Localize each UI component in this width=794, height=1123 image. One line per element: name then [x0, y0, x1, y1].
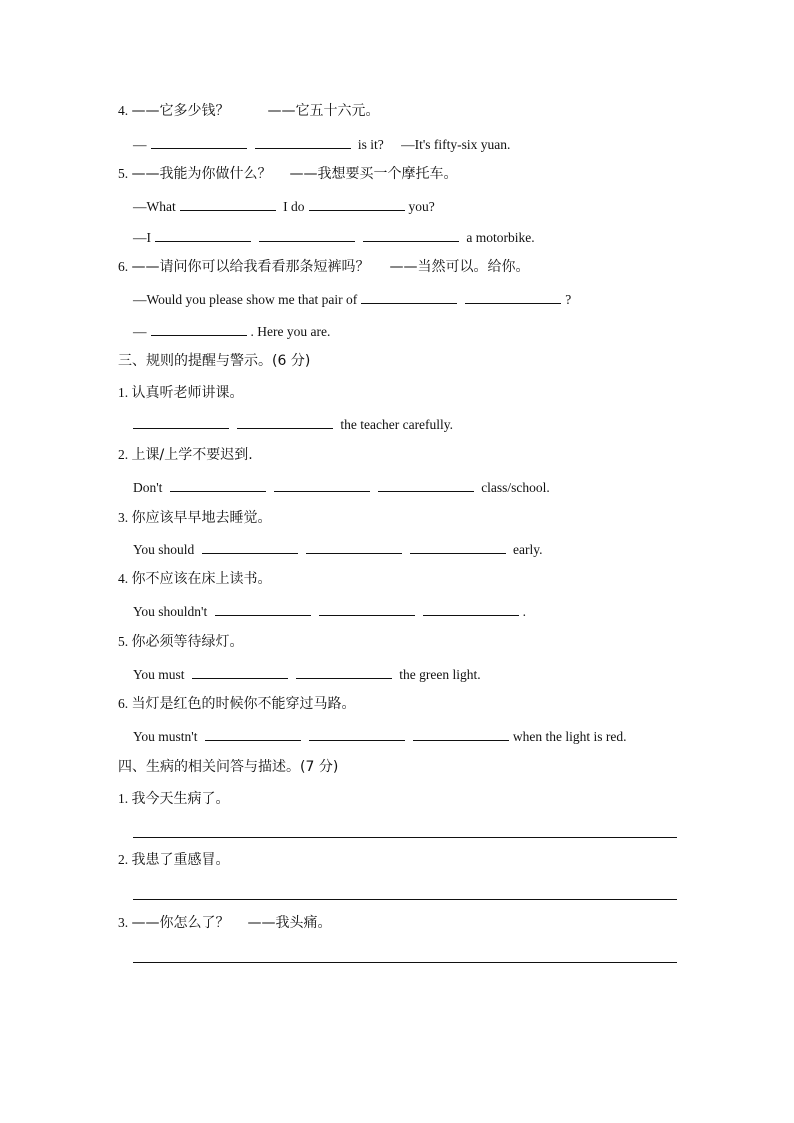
q5-zh-answer: ——我想要买一个摩托车。 [289, 166, 458, 182]
q4-en-answer: —It's fifty-six yuan. [401, 137, 511, 152]
q5-l1-end: you? [408, 199, 435, 214]
p3-item5-en-line [133, 664, 481, 684]
q5-chinese-line [118, 164, 458, 184]
p3-item2-number: 2. [118, 447, 129, 462]
p3-item3-blank-3[interactable] [410, 539, 506, 554]
p4-item1-number: 1. [118, 791, 129, 806]
q5-blank-2[interactable] [309, 196, 405, 211]
p3-item4-blank-2[interactable] [319, 601, 415, 616]
p3-item3-blank-2[interactable] [306, 539, 402, 554]
p3-item4-blank-1[interactable] [215, 601, 311, 616]
p3-item6-blank-1[interactable] [205, 726, 301, 741]
p3-item3-start: You should [133, 542, 195, 557]
p4-item3-zh-answer: ——我头痛。 [247, 915, 332, 931]
p4-item3-number: 3. [118, 915, 129, 930]
p4-item2-number: 2. [118, 852, 129, 867]
p4-item1-line [118, 789, 230, 809]
q6-l1-start: —Would you please show me that pair of [133, 292, 358, 307]
q4-blank-2[interactable] [255, 134, 351, 149]
p3-item3-number: 3. [118, 510, 129, 525]
q5-blank-1[interactable] [180, 196, 276, 211]
q5-l1-mid: I do [283, 199, 305, 214]
q6-number: 6. [118, 259, 129, 274]
p3-item2-zh: 上课/上学不要迟到. [131, 447, 253, 463]
q4-zh-answer: ——它五十六元。 [267, 103, 380, 119]
q6-english-line-1 [133, 289, 571, 309]
p3-item2-en-line [133, 477, 550, 497]
p4-item2-line [118, 850, 230, 870]
p3-item1-blank-2[interactable] [237, 414, 333, 429]
p3-item1-blank-1[interactable] [133, 414, 229, 429]
q6-l1-end: ? [565, 292, 572, 307]
p3-item3-zh-line [118, 508, 272, 528]
q5-l2-end: a motorbike. [466, 230, 535, 245]
q5-english-line-1 [133, 196, 435, 216]
q5-number: 5. [118, 166, 129, 181]
p3-item3-en-line [133, 539, 543, 559]
p3-item1-number: 1. [118, 385, 129, 400]
p3-item1-en-line [133, 414, 453, 434]
q4-number: 4. [118, 103, 129, 118]
p3-item5-start: You must [133, 667, 185, 682]
p3-item6-start: You mustn't [133, 729, 198, 744]
p4-item1-answer-line[interactable] [133, 837, 677, 838]
q6-zh-answer: ——当然可以。给你。 [389, 259, 530, 275]
p3-item2-blank-3[interactable] [378, 477, 474, 492]
q6-l2-start: — [133, 324, 147, 339]
p3-item5-zh-line [118, 632, 244, 652]
p3-item2-start: Don't [133, 480, 163, 495]
q6-chinese-line [118, 257, 530, 277]
p4-item1-zh: 我今天生病了。 [131, 791, 230, 807]
p4-item2-zh: 我患了重感冒。 [131, 852, 230, 868]
part4-heading: 四、生病的相关问答与描述。(7 分) [118, 759, 339, 775]
q6-l2-end: . Here you are. [250, 324, 331, 339]
q5-zh-question: ——我能为你做什么？ [131, 166, 272, 182]
p3-item4-blank-3[interactable] [423, 601, 519, 616]
q5-blank-4[interactable] [259, 227, 355, 242]
q6-blank-2[interactable] [465, 289, 561, 304]
p3-item3-end: early. [513, 542, 543, 557]
p3-item2-blank-2[interactable] [274, 477, 370, 492]
p3-item5-blank-2[interactable] [296, 664, 392, 679]
p3-item6-en-line [133, 726, 626, 746]
p4-item2-answer-line[interactable] [133, 899, 677, 900]
q6-blank-3[interactable] [151, 321, 247, 336]
p3-item6-blank-2[interactable] [309, 726, 405, 741]
p3-item6-number: 6. [118, 696, 129, 711]
q5-l1-start: —What [133, 199, 176, 214]
p3-item4-number: 4. [118, 571, 129, 586]
p3-item1-end: the teacher carefully. [340, 417, 454, 432]
p3-item3-blank-1[interactable] [202, 539, 298, 554]
p3-item4-end: . [522, 604, 526, 619]
p4-item3-line [118, 913, 332, 933]
q6-blank-1[interactable] [361, 289, 457, 304]
p3-item4-en-line [133, 601, 526, 621]
p3-item2-zh-line [118, 445, 253, 465]
p3-item5-blank-1[interactable] [192, 664, 288, 679]
q6-english-line-2 [133, 321, 330, 341]
q5-english-line-2 [133, 227, 535, 247]
p3-item6-blank-3[interactable] [413, 726, 509, 741]
p3-item1-zh-line [118, 383, 244, 403]
p3-item4-zh-line [118, 569, 272, 589]
p4-item3-answer-line[interactable] [133, 962, 677, 963]
p3-item6-zh: 当灯是红色的时候你不能穿过马路。 [131, 696, 356, 712]
q5-l2-start: —I [133, 230, 151, 245]
p3-item3-zh: 你应该早早地去睡觉。 [131, 510, 272, 526]
q5-blank-5[interactable] [363, 227, 459, 242]
p3-item2-end: class/school. [481, 480, 550, 495]
q5-blank-3[interactable] [155, 227, 251, 242]
p3-item1-zh: 认真听老师讲课。 [131, 385, 244, 401]
p4-item3-zh-question: ——你怎么了？ [131, 915, 230, 931]
p3-item6-zh-line [118, 694, 356, 714]
q4-zh-question: ——它多少钱？ [131, 103, 230, 119]
q4-blank-1[interactable] [151, 134, 247, 149]
q6-zh-question: ——请问你可以给我看看那条短裤吗？ [131, 259, 370, 275]
p3-item5-end: the green light. [399, 667, 481, 682]
part3-heading: 三、规则的提醒与警示。(6 分) [118, 353, 311, 369]
p3-item6-end: when the light is red. [512, 729, 627, 744]
p3-item5-number: 5. [118, 634, 129, 649]
p3-item4-zh: 你不应该在床上读书。 [131, 571, 272, 587]
p3-item4-start: You shouldn't [133, 604, 208, 619]
q4-chinese-line [118, 101, 380, 121]
q4-en-mid: is it? [357, 137, 384, 152]
q4-english-line [133, 134, 510, 154]
q4-en-start: — [133, 137, 147, 152]
p3-item2-blank-1[interactable] [170, 477, 266, 492]
p3-item5-zh: 你必须等待绿灯。 [131, 634, 244, 650]
